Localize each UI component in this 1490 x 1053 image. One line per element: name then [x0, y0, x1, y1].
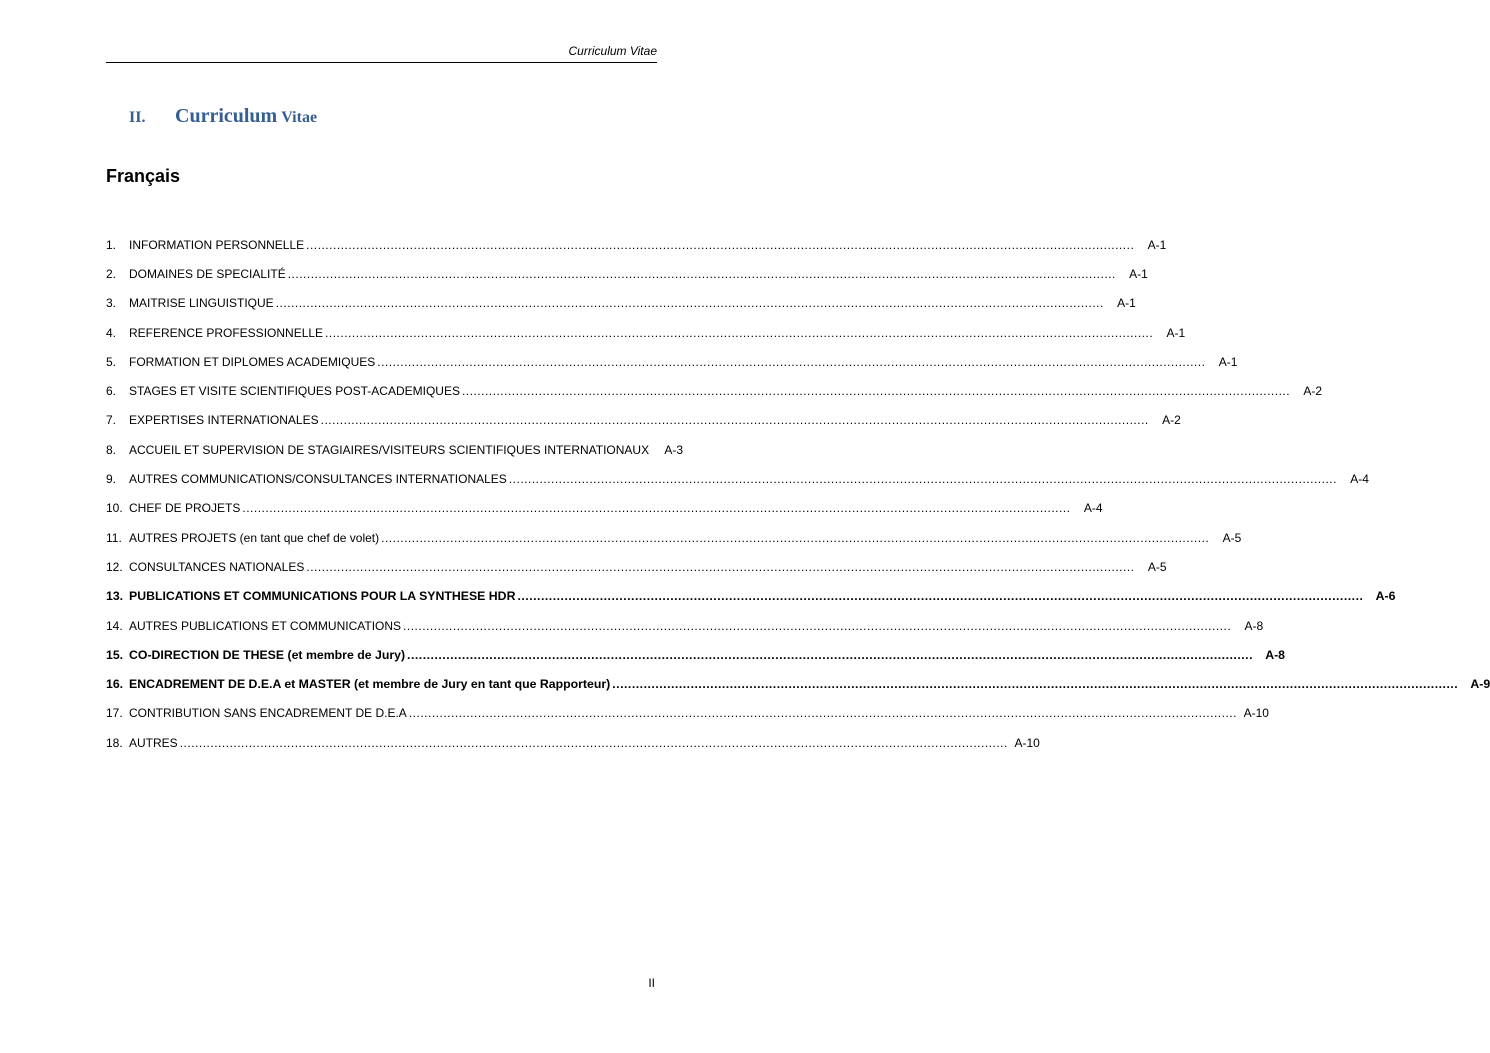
toc-entry-label: AUTRES	[129, 735, 178, 750]
toc-entry-number: 10.	[106, 501, 123, 516]
toc-dot-leader	[276, 296, 1104, 310]
toc-dot-leader	[321, 413, 1149, 427]
toc-entry-label: REFERENCE PROFESSIONNELLE	[129, 325, 324, 340]
toc-dot-leader	[288, 267, 1116, 281]
toc-entry[interactable]	[106, 494, 1103, 523]
toc-entry-label: AUTRES PUBLICATIONS ET COMMUNICATIONS	[129, 618, 402, 633]
toc-entry[interactable]	[106, 376, 1323, 405]
toc-dot-leader	[242, 501, 1070, 515]
toc-entry[interactable]	[106, 289, 1136, 318]
toc-entry-page: A-4	[1350, 472, 1369, 487]
section-number: II.	[129, 109, 146, 126]
toc-entry[interactable]	[106, 523, 1242, 552]
toc-entry[interactable]	[106, 435, 684, 464]
toc-entry-page: A-10	[1243, 706, 1269, 721]
toc-entry-label: STAGES ET VISITE SCIENTIFIQUES POST-ACADEMIQUES	[129, 384, 460, 399]
toc-entry[interactable]	[106, 669, 1490, 698]
toc-dot-leader	[325, 326, 1153, 340]
toc-dot-leader	[517, 589, 1363, 603]
toc-dot-leader	[462, 384, 1290, 398]
toc-dot-leader	[509, 472, 1337, 486]
toc-dot-leader	[381, 531, 1209, 545]
toc-entry[interactable]	[106, 640, 1286, 669]
toc-entry-label: CONTRIBUTION SANS ENCADREMENT DE D.E.A	[129, 706, 407, 721]
toc-dot-leader	[407, 648, 1253, 662]
toc-entry-label: AUTRES PROJETS (en tant que chef de volet)	[129, 530, 380, 545]
toc-entry[interactable]	[106, 230, 1167, 259]
toc-entry-number: 15.	[106, 647, 124, 662]
header-rule	[106, 62, 657, 63]
toc-entry-label: CONSULTANCES NATIONALES	[129, 559, 305, 574]
toc-entry[interactable]	[106, 464, 1369, 493]
toc-entry-label: EXPERTISES INTERNATIONALES	[129, 413, 319, 428]
toc-entry-number: 17.	[106, 706, 123, 721]
toc-entry-label: FORMATION ET DIPLOMES ACADEMIQUES	[129, 354, 376, 369]
toc-entry-number: 11.	[106, 530, 122, 545]
toc-dot-leader	[306, 560, 1134, 574]
toc-entry-page: A-9	[1470, 677, 1490, 692]
toc-entry[interactable]	[106, 259, 1148, 288]
toc-entry[interactable]	[106, 552, 1167, 581]
toc-entry-label: PUBLICATIONS ET COMMUNICATIONS POUR LA SYNTHESE HDR	[129, 589, 516, 604]
toc-entry-number: 7.	[106, 413, 117, 428]
toc-entry[interactable]	[106, 699, 1269, 728]
toc-entry-page: A-2	[1162, 413, 1181, 428]
toc-entry[interactable]	[106, 728, 1040, 757]
toc-entry-page: A-1	[1129, 266, 1148, 281]
toc-entry-number: 3.	[106, 296, 117, 311]
toc-entry-page: A-8	[1244, 618, 1264, 633]
running-header: Curriculum Vitae	[568, 44, 657, 58]
language-heading: Français	[106, 166, 181, 186]
toc-entry-label: DOMAINES DE SPECIALITÉ	[129, 266, 286, 281]
toc-entry-label: MAITRISE LINGUISTIQUE	[129, 296, 274, 311]
toc-entry-label: ENCADREMENT DE D.E.A et MASTER (et membre de Jury en tant que Rapporteur)	[129, 677, 611, 692]
toc-entry-number: 9.	[106, 472, 117, 487]
toc-entry-page: A-8	[1265, 647, 1286, 662]
toc-dot-leader	[180, 736, 1008, 750]
toc-entry-label: CO-DIRECTION DE THESE (et membre de Jury)	[129, 647, 406, 662]
toc-entry-page: A-1	[1147, 237, 1167, 252]
section-title-main: Curriculum	[175, 105, 278, 127]
page-number: II	[648, 976, 655, 990]
toc-entry-number: 12.	[106, 559, 123, 574]
toc-entry-label: AUTRES COMMUNICATIONS/CONSULTANCES INTERNATIONALES	[129, 472, 507, 487]
toc-entry-number: 4.	[106, 325, 117, 340]
toc-dot-leader	[409, 706, 1237, 720]
toc-dot-leader	[306, 238, 1134, 252]
toc-dot-leader	[612, 677, 1458, 691]
toc-entry-page: A-6	[1375, 589, 1396, 604]
toc-entry-page: A-5	[1222, 530, 1242, 545]
toc-entry-number: 2.	[106, 266, 117, 281]
toc-entry-number: 8.	[106, 442, 117, 457]
toc-entry-number: 14.	[106, 618, 123, 633]
section-title-sub: Vitae	[281, 109, 318, 126]
toc-entry-page: A-1	[1218, 354, 1238, 369]
section-heading	[129, 105, 317, 133]
toc-entry-number: 1.	[106, 237, 117, 252]
table-of-contents	[106, 230, 1490, 757]
toc-dot-leader	[377, 355, 1205, 369]
toc-entry-number: 6.	[106, 384, 117, 399]
toc-entry[interactable]	[106, 318, 1186, 347]
toc-entry-page: A-3	[664, 442, 684, 457]
toc-entry-page: A-2	[1303, 384, 1323, 399]
toc-entry-label: ACCUEIL ET SUPERVISION DE STAGIAIRES/VISITEURS SCIENTIFIQUES INTERNATIONAUX	[129, 442, 650, 457]
toc-entry-label: CHEF DE PROJETS	[129, 501, 241, 516]
toc-entry-page: A-1	[1117, 296, 1136, 311]
toc-entry[interactable]	[106, 406, 1181, 435]
toc-entry[interactable]	[106, 611, 1264, 640]
toc-entry[interactable]	[106, 582, 1396, 611]
toc-entry-number: 5.	[106, 354, 117, 369]
toc-entry[interactable]	[106, 347, 1238, 376]
toc-entry-number: 13.	[106, 589, 124, 604]
toc-entry-label: INFORMATION PERSONNELLE	[129, 237, 305, 252]
toc-entry-number: 18.	[106, 735, 123, 750]
toc-entry-page: A-10	[1014, 735, 1040, 750]
toc-entry-page: A-4	[1083, 501, 1103, 516]
toc-entry-page: A-1	[1166, 325, 1186, 340]
toc-entry-page: A-5	[1147, 559, 1167, 574]
toc-entry-number: 16.	[106, 677, 124, 692]
toc-dot-leader	[403, 619, 1231, 633]
